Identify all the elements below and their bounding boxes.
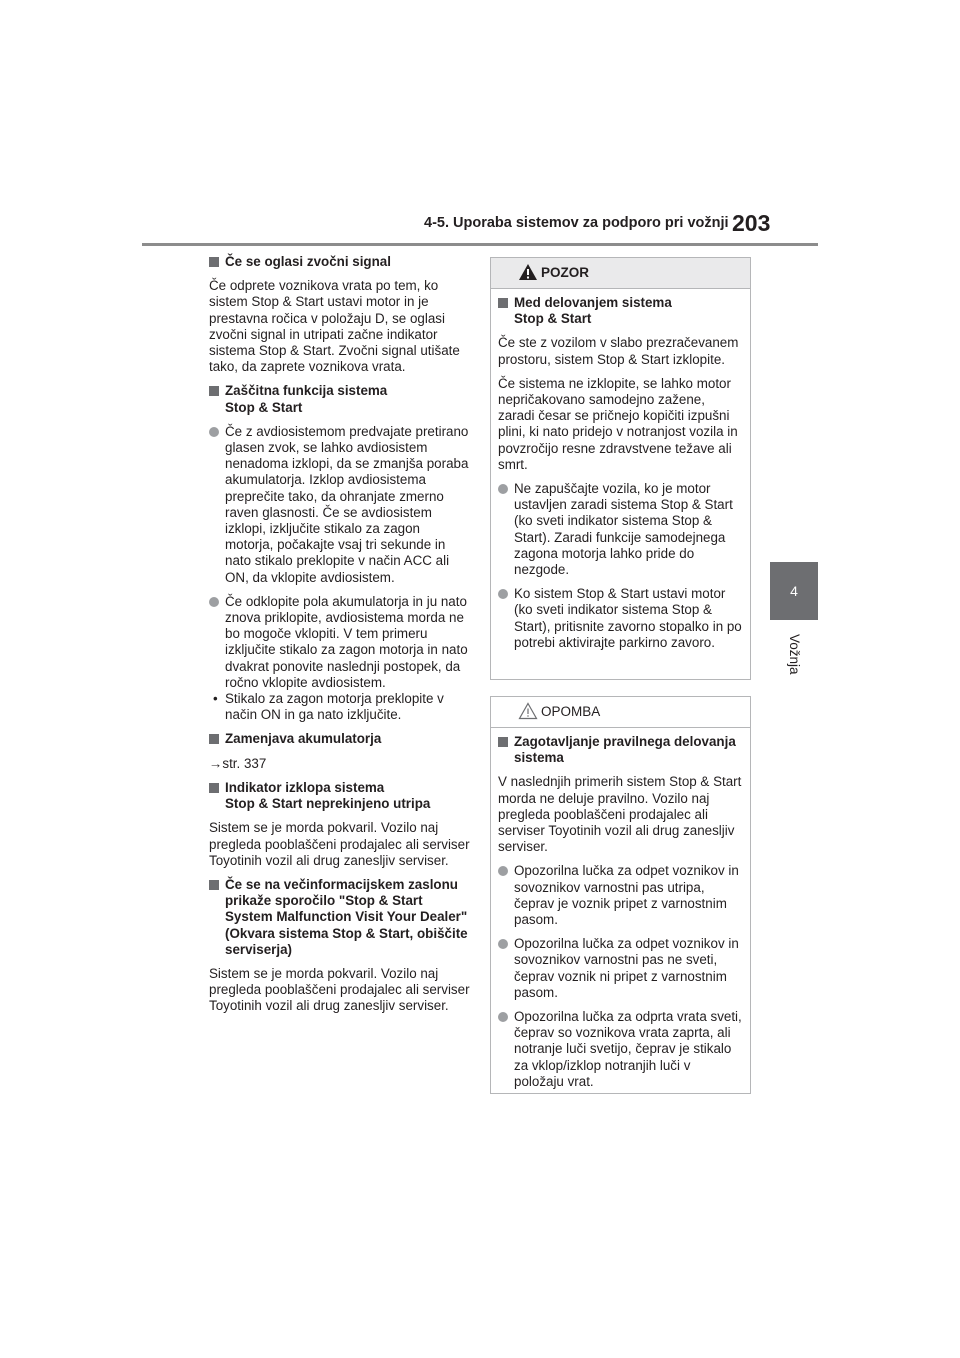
heading-text: Zamenjava akumulatorja (225, 731, 382, 747)
header-rule (142, 243, 818, 246)
note-box-header (491, 697, 750, 728)
heading-text: Stop & Start (514, 311, 592, 327)
caution-box (490, 257, 751, 680)
square-bullet-icon (209, 386, 219, 396)
square-bullet-icon (209, 880, 219, 890)
list-item-text: Opozorilna lučka za odprta vrata sveti, čeprav so voznikova vrata zaprta, ali notranje luči svetijo, čeprav je stikalo za vklop/izklop notranjih luči v položaju vrat. (514, 1009, 742, 1089)
list-item-text: Ne zapuščajte vozila, ko je motor ustavljen zaradi sistema Stop & Start (ko sveti indikator sistema Stop & Start). Zaradi funkcije samodejnega zagona motorja lahko pride do nezgode. (514, 481, 733, 578)
list-item (498, 586, 742, 651)
sub-list-item-text: Stikalo za zagon motorja preklopite v način ON in ga nato izključite. (225, 691, 444, 723)
list-item-text: Opozorilna lučka za odpet voznikov in sovoznikov varnostni pas utripa, čeprav je voznik pripet z varnostnim pasom. (514, 863, 739, 928)
list-item (209, 424, 471, 586)
round-bullet-icon (498, 866, 508, 876)
list-item-text: Ko sistem Stop & Start ustavi motor (ko sveti indikator sistema Stop & Start), pritisnite zavorno stopalko in po potrebi aktivirajte parkirno zavoro. (514, 586, 742, 650)
round-bullet-icon (498, 1012, 508, 1022)
heading-text: Zaščitna funkcija sistema (225, 383, 388, 399)
list-item (209, 594, 471, 691)
caution-box-header (491, 258, 750, 289)
heading-text: Če se oglasi zvočni signal (225, 254, 391, 269)
square-bullet-icon (209, 783, 219, 793)
chapter-label: Vožnja (787, 634, 802, 675)
warning-triangle-icon (518, 263, 538, 281)
heading-text: Če se na večinformacijskem zaslonu prikaže sporočilo "Stop & Start System Malfunction Visit Your Dealer" (Okvara sistema Stop & Start, obiščite serviserja) (225, 876, 468, 957)
note-box (490, 696, 751, 1094)
heading-audible-signal (209, 254, 471, 270)
paragraph: Če odprete voznikova vrata po tem, ko sistem Stop & Start ustavi motor in je prestavna ročica v položaju D, se oglasi zvočni signal in utripati začne indikator sistema Stop & Start. Zvočni signal utišate tako, da zaprete voznikova vrata. (209, 278, 460, 375)
heading-text: Med delovanjem sistema (514, 295, 672, 310)
heading-during-operation (498, 295, 742, 327)
caution-title: POZOR (541, 265, 590, 280)
paragraph: V naslednjih primerih sistem Stop & Start morda ne deluje pravilno. Vozilo naj pregleda pooblaščeni prodajalec ali serviser Toyotinih vozil ali drug zanesljiv serviser. (498, 774, 742, 855)
square-bullet-icon (209, 257, 219, 267)
chapter-tab[interactable]: 4 (770, 562, 818, 620)
round-bullet-icon (498, 484, 508, 494)
heading-text: Stop & Start neprekinjeno utripa (225, 796, 431, 812)
heading-malfunction-message (209, 877, 471, 958)
list-item-text: Opozorilna lučka za odpet voznikov in sovoznikov varnostni pas ne sveti, čeprav voznik ni pripet z varnostnim pasom. (514, 936, 739, 1000)
round-bullet-icon (209, 597, 219, 607)
list-item (498, 863, 742, 928)
warning-triangle-outline-icon (518, 702, 538, 720)
caution-box-body (491, 289, 750, 651)
heading-text: Indikator izklopa sistema (225, 779, 385, 795)
square-bullet-icon (498, 298, 508, 308)
list-item-text: Če z avdiosistemom predvajate pretirano glasen zvok, se lahko avdiosistem nenadoma izklopi, da se zmanjša poraba akumulatorja. Izklop avdiosistema preprečite tako, da ohranjate zmerno raven glasnosti. Če se avdiosistem izklopi, izključite stikalo za zagon motorja, počakajte vsaj tri sekunde in nato stikalo preklopite v način ACC ali ON, da vklopite avdiosistem. (225, 423, 469, 585)
left-column (209, 254, 471, 1023)
paragraph: Če sistema ne izklopite, se lahko motor nepričakovano samodejno zažene, zaradi česar se pričnejo kopičiti izpušni plini, ki nato pridejo v notranjost vozila in povzročijo resne zdravstvene težave ali smrt. (498, 375, 738, 472)
heading-indicator-blinks (209, 780, 471, 812)
round-bullet-icon (498, 939, 508, 949)
heading-protection-function (209, 383, 471, 415)
heading-text: Stop & Start (225, 399, 303, 415)
heading-text: Zagotavljanje pravilnega delovanja sistema (514, 734, 736, 766)
section-header-title: 4-5. Uporaba sistemov za podporo pri vožnji (424, 215, 729, 231)
sub-list-item (209, 691, 471, 723)
round-bullet-icon (209, 427, 219, 437)
heading-proper-operation (498, 734, 742, 766)
page-reference-link[interactable]: →str. 337 (209, 755, 267, 771)
paragraph: Sistem se je morda pokvaril. Vozilo naj pregleda pooblaščeni prodajalec ali serviser Toyotinih vozil ali drug zanesljiv serviser. (209, 820, 470, 868)
paragraph: Sistem se je morda pokvaril. Vozilo naj pregleda pooblaščeni prodajalec ali serviser Toyotinih vozil ali drug zanesljiv serviser. (209, 965, 470, 1014)
page-number: 203 (732, 210, 771, 236)
list-item-text: Če odklopite pola akumulatorja in ju nato znova priklopite, avdiosistema morda ne bo mogoče vklopiti. V tem primeru izključite stikalo za zagon motorja in nato dvakrat ponovite naslednji postopek, da ročno vklopite avdiosistem. (225, 593, 468, 690)
square-bullet-icon (498, 737, 508, 747)
heading-battery-replacement (209, 731, 471, 747)
note-box-body (491, 728, 750, 1090)
small-dot-icon: • (213, 691, 218, 707)
list-item (498, 936, 742, 1001)
list-item (498, 481, 742, 578)
round-bullet-icon (498, 589, 508, 599)
list-item (498, 1009, 742, 1090)
paragraph: Če ste z vozilom v slabo prezračevanem prostoru, sistem Stop & Start izklopite. (498, 335, 739, 367)
note-title: OPOMBA (541, 704, 601, 719)
square-bullet-icon (209, 734, 219, 744)
